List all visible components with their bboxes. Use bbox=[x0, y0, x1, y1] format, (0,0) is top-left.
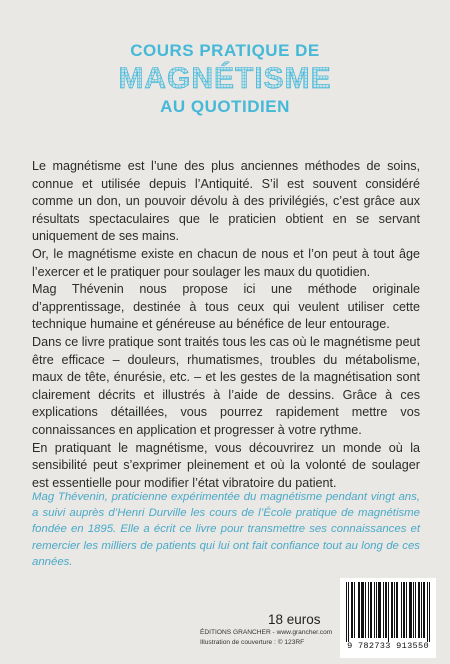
barcode-bar bbox=[397, 582, 398, 638]
barcode-bar bbox=[374, 582, 375, 638]
barcode-bar bbox=[363, 582, 364, 638]
barcode-bar bbox=[392, 582, 393, 638]
barcode-bars bbox=[346, 582, 430, 642]
barcode-bar bbox=[391, 582, 392, 638]
barcode-bar bbox=[411, 582, 412, 638]
author-bio: Mag Thévenin, praticienne expérimentée du magnétisme pendant vingt ans, a suivi auprès d’Henri Durville les cours de l’École pratique de magnétisme fondée en 1895. Elle a écrit ce livre pour transmettre ses connaissances et remercier les milliers de patients qui lui ont fait confiance tout au long de ces années. bbox=[32, 491, 420, 568]
barcode-bar bbox=[424, 582, 425, 638]
barcode-bar bbox=[413, 582, 414, 638]
barcode-digits: 9 782733 913550 bbox=[347, 641, 429, 651]
barcode-bar bbox=[370, 582, 371, 638]
barcode-bar bbox=[346, 582, 347, 642]
publisher-line: ÉDITIONS GRANCHER - www.grancher.com bbox=[200, 629, 333, 636]
barcode-bar bbox=[403, 582, 404, 638]
barcode-bar bbox=[376, 582, 377, 638]
barcode-bar bbox=[396, 582, 397, 638]
barcode-bar bbox=[409, 582, 410, 638]
description bbox=[32, 158, 420, 492]
barcode-bar bbox=[379, 582, 380, 638]
barcode-bar bbox=[383, 582, 384, 638]
title-line-3: AU QUOTIDIEN bbox=[160, 97, 290, 116]
barcode-bar bbox=[415, 582, 416, 638]
barcode-bar bbox=[362, 582, 363, 638]
paragraph: Le magnétisme est l’une des plus anciennes méthodes de soins, connue et utilisée depuis l’Antiquité. S’il est souvent considéré comme un don, un pouvoir dévolu à des privilégiés, c’est grâce aux résultats spectaculaires que le praticien obtient en se servant uniquement de ses mains. bbox=[32, 159, 420, 244]
book-title bbox=[0, 40, 450, 118]
barcode-bar bbox=[404, 582, 405, 638]
title-line-2: MAGNÉTISME bbox=[0, 62, 450, 96]
price: 18 euros bbox=[268, 612, 321, 627]
barcode-bar bbox=[365, 582, 366, 638]
barcode-bar bbox=[401, 582, 402, 638]
barcode-bar bbox=[386, 582, 387, 638]
barcode-bar bbox=[427, 582, 428, 642]
barcode-bar bbox=[380, 582, 381, 638]
barcode-bar bbox=[421, 582, 422, 638]
paragraph: Dans ce livre pratique sont traités tous les cas où le magnétisme peut être efficace – douleurs, rhumatismes, troubles du métabolisme, maux de tête, énurésie, etc. – et les gestes de la magnétisation sont clairement décrits et illustrés à l’aide de dessins. Grâce à ces explications détaillées, vous pourrez rapidement mettre vos connaissances en application et progresser à votre rythme. bbox=[32, 334, 420, 437]
barcode bbox=[340, 578, 436, 658]
paragraph: En pratiquant le magnétisme, vous découvrirez un monde où la sensibilité peut s’exprimer pleinement et où la volonté de soulager est essentielle pour modifier l’état vibratoire du patient. bbox=[32, 440, 420, 490]
barcode-bar bbox=[361, 582, 362, 638]
title-line-1: COURS PRATIQUE DE bbox=[130, 41, 320, 60]
paragraph: Or, le magnétisme existe en chacun de nous et l’on peut à tout âge l’exercer et le pratiquer pour soulager les maux du quotidien. bbox=[32, 246, 420, 279]
barcode-bar bbox=[378, 582, 379, 638]
barcode-bar bbox=[359, 582, 360, 638]
barcode-bar bbox=[429, 582, 430, 642]
barcode-bar bbox=[388, 582, 389, 642]
barcode-bar bbox=[351, 582, 352, 638]
barcode-bar bbox=[394, 582, 395, 638]
barcode-bar bbox=[406, 582, 407, 638]
barcode-bar bbox=[368, 582, 369, 638]
barcode-bar bbox=[348, 582, 349, 642]
barcode-bar bbox=[385, 582, 386, 638]
barcode-bar bbox=[358, 582, 359, 638]
barcode-bar bbox=[419, 582, 420, 638]
barcode-bar bbox=[371, 582, 372, 638]
barcode-bar bbox=[423, 582, 424, 638]
paragraph: Mag Thévenin nous propose ici une méthode originale d’apprentissage, destinée à tous ceux qui veulent utiliser cette technique humaine et généreuse au bénéfice de leur entourage. bbox=[32, 282, 420, 332]
barcode-bar bbox=[352, 582, 353, 638]
barcode-bar bbox=[354, 582, 355, 638]
illustration-credit: Illustration de couverture : © 123RF bbox=[200, 639, 305, 646]
barcode-bar bbox=[418, 582, 419, 638]
barcode-bar bbox=[410, 582, 411, 638]
publisher-info bbox=[200, 628, 333, 648]
